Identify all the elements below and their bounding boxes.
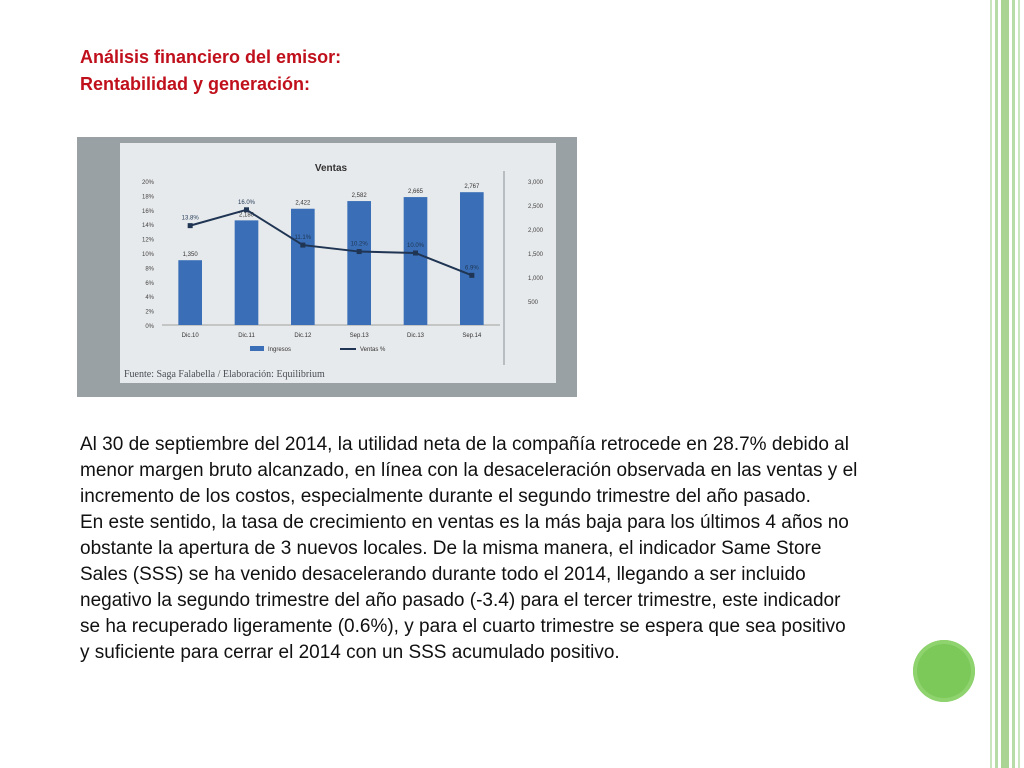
border-line <box>1018 0 1020 768</box>
bar-value-label: 2,767 <box>464 184 480 191</box>
border-line <box>995 0 998 768</box>
line-value-label: 10.0% <box>406 243 425 249</box>
line-point <box>300 243 305 248</box>
bar-ingresos <box>178 260 202 325</box>
line-value-label: 10.2% <box>350 241 368 248</box>
line-value-label: 6.9% <box>464 265 479 272</box>
bar-value-label: 2,422 <box>295 200 311 207</box>
y-right-tick-label: 500 <box>528 300 539 306</box>
y-left-tick-label: 6% <box>145 280 154 287</box>
border-line <box>1001 0 1009 768</box>
line-value-label: 11.1% <box>294 235 312 242</box>
sales-chart <box>120 143 556 368</box>
bar-value-label: 2,582 <box>351 193 367 200</box>
body-paragraph: Al 30 de septiembre del 2014, la utilidad neta de la compañía retrocede en 28.7% debido al menor margen bruto alcanzado, en línea con la desaceleración observada en las ventas y el incremento de los costos, especialmente durante el segundo trimestre del año pasado. <box>80 434 858 507</box>
x-tick-label: Dic.10 <box>181 333 199 339</box>
line-point <box>244 207 249 212</box>
bar-ingresos <box>460 192 484 325</box>
y-left-tick-label: 0% <box>145 324 154 330</box>
bar-value-label: 2,665 <box>407 189 424 196</box>
border-line <box>990 0 992 768</box>
bar-value-label: 1,350 <box>182 252 198 259</box>
bar-value-label: 2,180 <box>238 212 255 219</box>
y-left-tick-label: 12% <box>141 237 154 244</box>
bar-ingresos <box>291 209 315 325</box>
x-tick-label: Sep.14 <box>462 333 482 339</box>
chart-photo <box>77 137 577 397</box>
title-line-2: Rentabilidad y generación: <box>80 74 311 94</box>
y-left-tick-label: 14% <box>141 223 154 230</box>
bar-ingresos <box>404 197 428 325</box>
y-right-tick-label: 1,000 <box>528 276 544 282</box>
x-tick-label: Dic.12 <box>294 333 312 339</box>
x-tick-label: Sep.13 <box>349 333 369 339</box>
title-line-1: Análisis financiero del emisor: <box>80 47 342 67</box>
line-ventas-pct <box>190 210 472 276</box>
chart-source: Fuente: Saga Falabella / Elaboración: Equilibrium <box>124 369 325 380</box>
x-tick-label: Dic.11 <box>238 333 255 339</box>
line-point <box>469 273 474 278</box>
y-left-tick-label: 8% <box>145 266 154 273</box>
legend-swatch-ingresos <box>250 346 264 351</box>
y-left-tick-label: 4% <box>145 295 154 302</box>
y-right-tick-label: 2,000 <box>528 228 544 234</box>
decorative-circle <box>913 640 975 702</box>
y-left-tick-label: 20% <box>141 180 154 186</box>
y-left-tick-label: 2% <box>145 309 154 316</box>
line-value-label: 16.0% <box>237 199 256 206</box>
y-right-tick-label: 1,500 <box>528 252 544 258</box>
legend-label-ventas: Ventas % <box>360 347 386 353</box>
line-point <box>413 251 418 256</box>
decorative-side-border <box>984 0 1024 768</box>
slide-body <box>80 432 860 666</box>
y-left-tick-label: 10% <box>141 252 154 258</box>
line-value-label: 13.8% <box>181 215 199 222</box>
slide-title <box>80 44 341 98</box>
legend-label-ingresos: Ingresos <box>268 347 292 353</box>
line-point <box>188 223 193 228</box>
chart-title: Ventas <box>314 163 348 174</box>
bar-ingresos <box>235 220 259 325</box>
x-tick-label: Dic.13 <box>406 333 425 339</box>
y-right-tick-label: 2,500 <box>528 204 544 210</box>
y-right-tick-label: 3,000 <box>528 180 544 186</box>
y-left-tick-label: 16% <box>141 208 154 215</box>
bar-ingresos <box>347 201 371 325</box>
line-point <box>357 249 362 254</box>
border-line <box>1012 0 1015 768</box>
chart-panel <box>120 143 556 383</box>
y-left-tick-label: 18% <box>141 194 154 201</box>
body-paragraph: En este sentido, la tasa de crecimiento en ventas es la más baja para los últimos 4 años no obstante la apertura de 3 nuevos locales. De la misma manera, el indicador Same Store Sales (SSS) se ha venido desacelerando durante todo el 2014, llegando a ser incluido negativo la segundo trimestre del año pasado (-3.4) para el tercer trimestre, este indicador se ha recuperado ligeramente (0.6%), y para el cuarto trimestre se espera que sea positivo y suficiente para cerrar el 2014 con un SSS acumulado positivo. <box>80 512 849 663</box>
